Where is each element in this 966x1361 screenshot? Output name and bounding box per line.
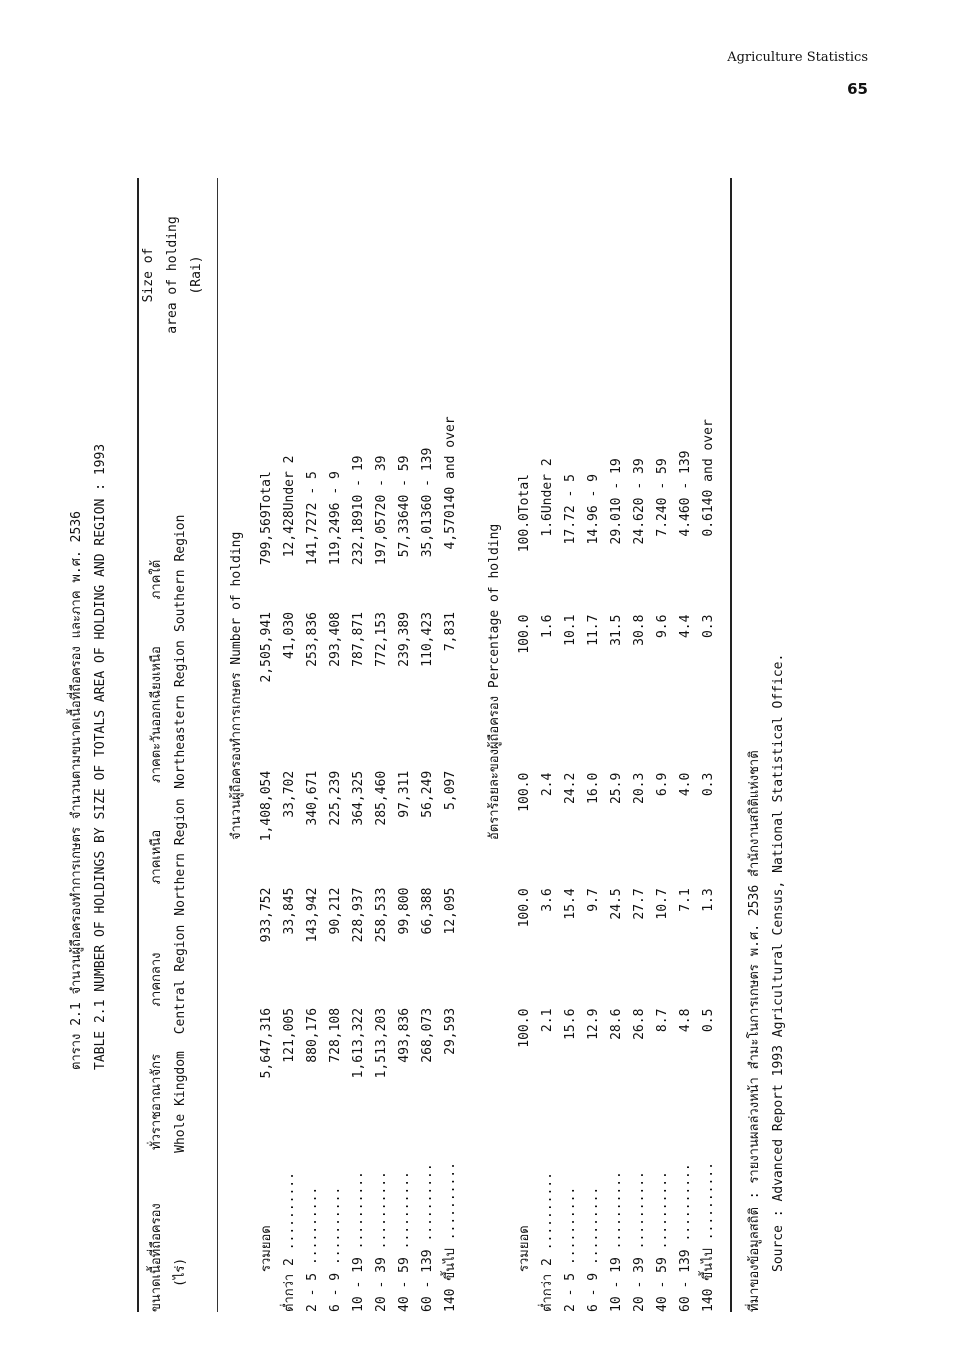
cell-central: 99,800	[397, 887, 412, 935]
cell-whole-kingdom: 100.0	[517, 1008, 532, 1048]
cell-northeastern: 253,836	[305, 612, 320, 667]
cell-central: 10.7	[655, 888, 670, 920]
cell-northern: 56,249	[420, 770, 435, 818]
cell-northeastern: 41,030	[282, 612, 297, 659]
cell-central: 3.6	[540, 888, 555, 912]
cell-central: 7.1	[678, 888, 693, 912]
cell-northeastern: 772,153	[374, 612, 389, 667]
header-size-thai: ขนาดเนื้อที่ถือครอง (ไร่)	[149, 1203, 188, 1312]
row-label-english: 2 - 5	[563, 474, 578, 514]
cell-northeastern: 4.4	[678, 614, 693, 639]
cell-whole-kingdom: 728,108	[328, 1007, 343, 1063]
cell-southern: 100.0	[517, 513, 532, 553]
cell-central: 1.3	[701, 888, 716, 912]
publication-title: Agriculture Statistics	[727, 50, 868, 65]
table-row	[393, 178, 416, 1312]
cell-northern: 2.4	[540, 772, 555, 797]
cell-southern: 35,013	[420, 510, 435, 558]
cell-whole-kingdom: 29,593	[443, 1007, 458, 1055]
cell-whole-kingdom: 15.6	[563, 1008, 578, 1040]
table-title	[65, 444, 113, 1070]
cell-northern: 33,702	[282, 770, 297, 818]
row-label-english: 140 and over	[443, 416, 458, 511]
cell-whole-kingdom: 28.6	[609, 1008, 624, 1040]
table-row	[651, 178, 674, 1312]
row-label-thai: 2 - 5 ..........	[563, 1186, 578, 1312]
cell-southern: 232,189	[351, 510, 366, 566]
table-row	[536, 178, 559, 1312]
cell-northeastern: 7,831	[443, 612, 458, 652]
row-label-thai: รวมยอด	[259, 1225, 274, 1272]
cell-central: 66,388	[420, 887, 435, 935]
row-label-thai: 10 - 19 ..........	[609, 1171, 624, 1312]
row-label-thai: ต่ำกว่า 2 ..........	[540, 1172, 555, 1312]
cell-central: 228,937	[351, 887, 366, 943]
cell-southern: 12,428	[282, 510, 297, 558]
table-row	[605, 178, 628, 1312]
cell-northern: 25.9	[609, 772, 624, 804]
row-label-thai: 6 - 9 ..........	[586, 1186, 601, 1312]
cell-central: 15.4	[563, 888, 578, 920]
cell-northeastern: 239,389	[397, 612, 412, 667]
title-thai: ตาราง 2.1 จำนวนผู้ถือครองทำการเกษตร จำนวนตามขนาดเนื้อที่ถือครอง และภาค พ.ศ. 2536	[69, 511, 84, 1070]
row-label-english: 20 - 39	[632, 458, 647, 514]
cell-northern: 100.0	[517, 772, 532, 812]
bottom-rule	[730, 178, 732, 1312]
cell-central: 143,942	[305, 887, 320, 943]
table-row	[301, 178, 324, 1312]
cell-whole-kingdom: 8.7	[655, 1008, 670, 1033]
cell-northern: 340,671	[305, 770, 320, 826]
cell-whole-kingdom: 5,647,316	[259, 1007, 274, 1079]
row-label-english: 2 - 5	[305, 471, 320, 511]
cell-northern: 24.2	[563, 772, 578, 804]
row-label-english: 6 - 9	[328, 471, 343, 511]
cell-whole-kingdom: 880,176	[305, 1007, 320, 1063]
cell-southern: 197,057	[374, 510, 389, 566]
cell-northeastern: 31.5	[609, 614, 624, 646]
cell-northeastern: 0.3	[701, 614, 716, 639]
table-row	[582, 178, 605, 1312]
cell-southern: 1.6	[540, 513, 555, 537]
row-label-thai: 40 - 59 ..........	[655, 1171, 670, 1312]
row-label-thai: 20 - 39 ..........	[374, 1171, 389, 1312]
cell-northern: 97,311	[397, 770, 412, 818]
row-label-thai: รวมยอด	[517, 1225, 532, 1272]
table-row	[347, 178, 370, 1312]
cell-central: 9.7	[586, 888, 601, 912]
cell-whole-kingdom: 4.8	[678, 1008, 693, 1033]
row-label-english: Under 2	[540, 458, 555, 514]
cell-southern: 7.2	[655, 513, 670, 537]
row-label-thai: 140 ขึ้นไป ..........	[701, 1162, 716, 1312]
row-label-thai: 2 - 5 ..........	[305, 1186, 320, 1312]
table-row	[370, 178, 393, 1312]
cell-northern: 6.9	[655, 772, 670, 797]
cell-northern: 1,408,054	[259, 770, 274, 842]
row-label-english: 140 and over	[701, 419, 716, 514]
row-label-thai: 60 - 139 ..........	[420, 1163, 435, 1312]
cell-central: 258,533	[374, 887, 389, 943]
cell-central: 100.0	[517, 888, 532, 928]
header-size-english: Size of area of holding (Rai)	[141, 216, 204, 334]
row-label-thai: 10 - 19 ..........	[351, 1171, 366, 1312]
table-row	[697, 178, 720, 1312]
header-rule	[217, 178, 218, 1312]
row-label-thai: 60 - 139 ..........	[678, 1163, 693, 1312]
cell-northeastern: 30.8	[632, 614, 647, 646]
number-table	[255, 178, 462, 1312]
cell-northern: 364,325	[351, 770, 366, 826]
rotated-table-page	[65, 170, 845, 1320]
cell-northeastern: 10.1	[563, 614, 578, 646]
cell-northeastern: 100.0	[517, 614, 532, 654]
cell-whole-kingdom: 121,005	[282, 1007, 297, 1063]
cell-southern: 799,569	[259, 510, 274, 566]
cell-southern: 14.9	[586, 513, 601, 545]
cell-southern: 57,336	[397, 510, 412, 558]
cell-northern: 225,239	[328, 770, 343, 826]
row-label-thai: ต่ำกว่า 2 ..........	[282, 1172, 297, 1312]
row-label-english: 10 - 19	[609, 458, 624, 514]
cell-whole-kingdom: 0.5	[701, 1008, 716, 1033]
title-english: TABLE 2.1 NUMBER OF HOLDINGS BY SIZE OF TOTALS AREA OF HOLDING AND REGION : 1993	[93, 443, 108, 1070]
cell-northeastern: 1.6	[540, 614, 555, 639]
table-row	[559, 178, 582, 1312]
header-northern: ภาคเหนือ Northern Region	[149, 798, 188, 916]
page-number: 65	[847, 80, 868, 98]
cell-southern: 4,570	[443, 510, 458, 550]
cell-central: 24.5	[609, 888, 624, 920]
source-english: Source : Advanced Report 1993 Agricultural Census, National Statistical Office.	[771, 653, 786, 1272]
row-label-english: 40 - 59	[397, 455, 412, 511]
table-row	[628, 178, 651, 1312]
row-label-english: Under 2	[282, 455, 297, 511]
cell-northeastern: 11.7	[586, 614, 601, 646]
cell-southern: 119,249	[328, 510, 343, 566]
cell-southern: 24.6	[632, 513, 647, 545]
row-label-english: 20 - 39	[374, 455, 389, 511]
table-row	[255, 178, 278, 1312]
cell-southern: 17.7	[563, 513, 578, 545]
table-row	[416, 178, 439, 1312]
cell-whole-kingdom: 268,073	[420, 1007, 435, 1063]
table-row	[324, 178, 347, 1312]
cell-whole-kingdom: 12.9	[586, 1008, 601, 1040]
cell-northern: 20.3	[632, 772, 647, 804]
header-central: ภาคกลาง Central Region	[149, 924, 188, 1035]
cell-central: 933,752	[259, 887, 274, 943]
section-label-number: จำนวนผู้ถือครองทำการเกษตร Number of holding	[229, 531, 244, 840]
cell-northeastern: 110,423	[420, 612, 435, 667]
cell-central: 27.7	[632, 888, 647, 920]
cell-northeastern: 293,408	[328, 612, 343, 667]
cell-central: 33,845	[282, 887, 297, 935]
row-label-english: 60 - 139	[420, 447, 435, 511]
cell-central: 90,212	[328, 887, 343, 935]
cell-northeastern: 2,505,941	[259, 612, 274, 683]
source-thai: ที่มาของข้อมูลสถิติ : รายงานผลล่วงหน้า สำมะโนการเกษตร พ.ศ. 2536 สำนักงานสถิติแห่งชาติ	[747, 750, 762, 1312]
cell-whole-kingdom: 2.1	[540, 1008, 555, 1033]
row-label-english: 60 - 139	[678, 450, 693, 514]
header-northeastern: ภาคตะวันออกเฉียงเหนือ Northeastern Region	[149, 640, 188, 789]
cell-northeastern: 9.6	[655, 614, 670, 639]
table-row	[674, 178, 697, 1312]
row-label-english: Total	[259, 471, 274, 511]
cell-southern: 4.4	[678, 513, 693, 537]
cell-northern: 5,097	[443, 770, 458, 810]
row-label-thai: 140 ขึ้นไป ..........	[443, 1162, 458, 1312]
cell-northeastern: 787,871	[351, 612, 366, 667]
row-label-english: Total	[517, 474, 532, 514]
percentage-table	[513, 178, 720, 1312]
cell-southern: 0.6	[701, 513, 716, 537]
row-label-thai: 20 - 39 ..........	[632, 1171, 647, 1312]
cell-northern: 16.0	[586, 772, 601, 804]
cell-northern: 285,460	[374, 770, 389, 826]
row-label-thai: 6 - 9 ..........	[328, 1186, 343, 1312]
cell-southern: 29.0	[609, 513, 624, 545]
cell-whole-kingdom: 1,513,203	[374, 1007, 389, 1079]
cell-southern: 141,727	[305, 510, 320, 566]
cell-northern: 0.3	[701, 772, 716, 797]
row-label-thai: 40 - 59 ..........	[397, 1171, 412, 1312]
header-southern: ภาคใต้ Southern Region	[149, 514, 188, 632]
table-row	[439, 178, 462, 1312]
cell-northern: 4.0	[678, 772, 693, 797]
cell-whole-kingdom: 493,836	[397, 1007, 412, 1063]
row-label-english: 40 - 59	[655, 458, 670, 514]
row-label-english: 6 - 9	[586, 474, 601, 514]
header-whole-kingdom: ทั่วราชอาณาจักร Whole Kingdom	[149, 1051, 188, 1153]
section-label-percentage: อัตราร้อยละของผู้ถือครอง Percentage of holding	[487, 523, 502, 840]
table-row	[513, 178, 536, 1312]
cell-whole-kingdom: 1,613,322	[351, 1007, 366, 1079]
cell-central: 12,095	[443, 887, 458, 935]
row-label-english: 10 - 19	[351, 455, 366, 511]
cell-whole-kingdom: 26.8	[632, 1008, 647, 1040]
table-row	[278, 178, 301, 1312]
